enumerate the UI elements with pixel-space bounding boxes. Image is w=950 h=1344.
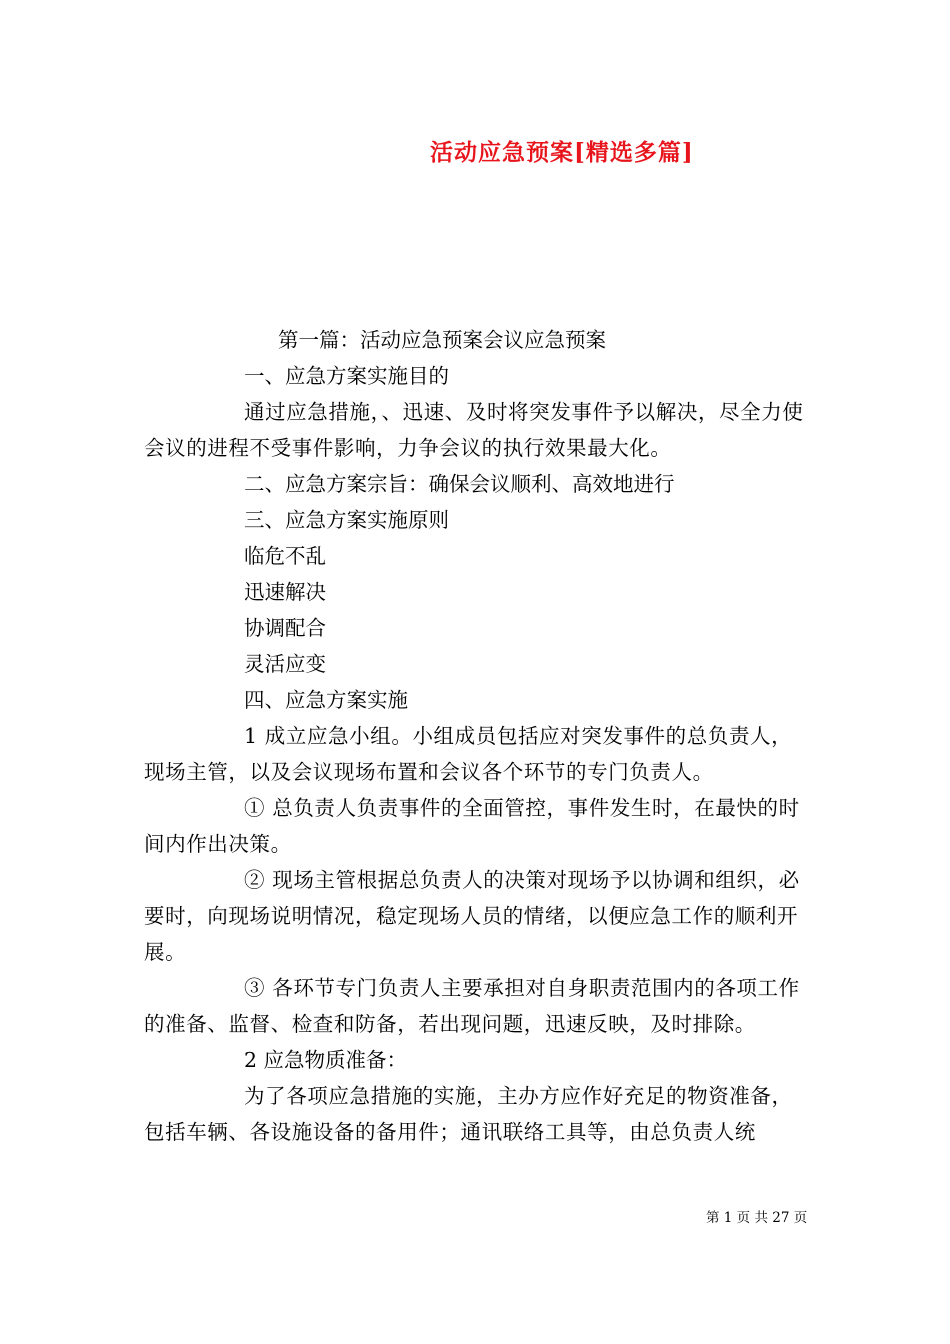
list-item-circled: ② 现场主管根据总负责人的决策对现场予以协调和组织，必要时，向现场说明情况，稳定现场人员的情绪，以便应急工作的顺利开展。 xyxy=(144,868,800,964)
paragraph-purpose: 通过应急措施，、迅速、及时将突发事件予以解决，尽全力使会议的进程不受事件影响，力争会议的执行效果最大化。 xyxy=(144,400,804,460)
section-heading-1: 一、应急方案实施目的 xyxy=(244,364,449,388)
paragraph-materials: 为了各项应急措施的实施，主办方应作好充足的物资准备，包括车辆、各设施设备的备用件；通讯联络工具等，由总负责人统 xyxy=(144,1084,793,1144)
section-heading-2: 二、应急方案宗旨：确保会议顺利、高效地进行 xyxy=(244,472,675,496)
section-heading-materials: 2 应急物质准备： xyxy=(244,1048,408,1072)
document-body xyxy=(144,322,812,1150)
principle-item: 临危不乱 xyxy=(244,544,326,568)
section-subtitle: 第一篇：活动应急预案会议应急预案 xyxy=(278,328,606,352)
principle-item: 协调配合 xyxy=(244,616,326,640)
principle-item: 灵活应变 xyxy=(244,652,326,676)
list-item-circled: ③ 各环节专门负责人主要承担对自身职责范围内的各项工作的准备、监督、检查和防备，若出现问题，迅速反映，及时排除。 xyxy=(144,976,800,1036)
principle-item: 迅速解决 xyxy=(244,580,326,604)
paragraph-team: 1 成立应急小组。小组成员包括应对突发事件的总负责人，现场主管，以及会议现场布置和会议各个环节的专门负责人。 xyxy=(144,724,793,784)
section-heading-4: 四、应急方案实施 xyxy=(244,688,408,712)
section-heading-3: 三、应急方案实施原则 xyxy=(244,508,449,532)
list-item-circled: ① 总负责人负责事件的全面管控，事件发生时，在最快的时间内作出决策。 xyxy=(144,796,800,856)
page-number-footer: 第 1 页 共 27 页 xyxy=(706,1210,808,1226)
document-title: 活动应急预案[精选多篇] xyxy=(430,139,694,166)
